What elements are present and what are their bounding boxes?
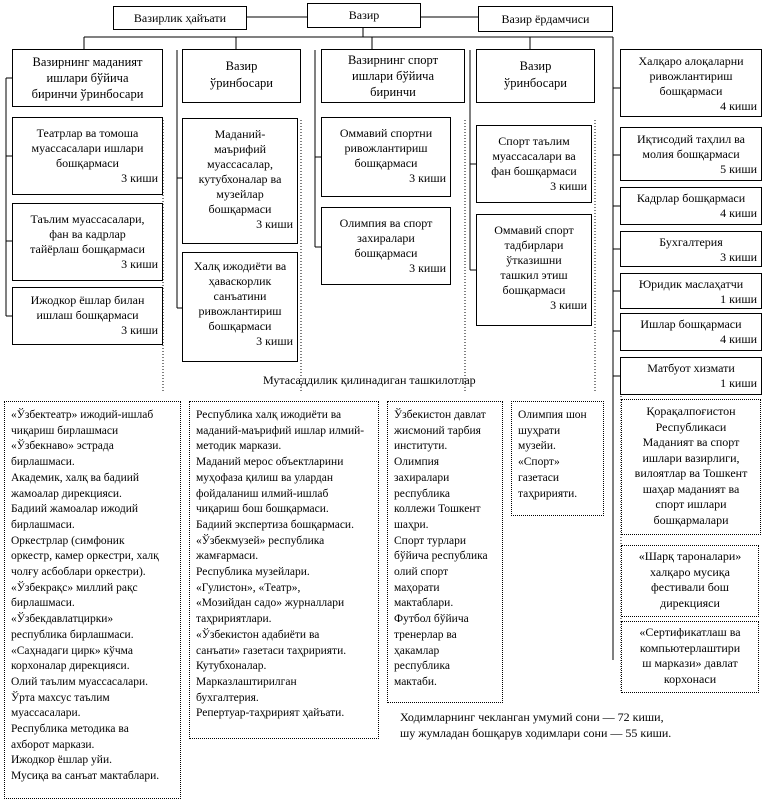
- org-list-line: чиқариш бош бошқармаси.: [196, 503, 329, 516]
- org-list-line: «Ўзбекмузей» республика: [196, 534, 325, 547]
- staff-count: 5 киши: [720, 162, 757, 176]
- dept-legal-box: [620, 273, 762, 309]
- org-list-line: бўйича республика: [394, 550, 488, 563]
- org-list-line: «Ўзбекдавлатцирки»: [11, 613, 114, 626]
- org-list-line: жисмоний тарбия: [394, 424, 481, 437]
- staff-count: 3 киши: [409, 261, 446, 275]
- org-list-line: Ижодкор ёшлар уйи.: [11, 754, 112, 767]
- col1-head-line: Вазирнинг маданият: [32, 55, 143, 69]
- org-list-line: Бадиий жамоалар ижодий: [11, 503, 139, 516]
- col2-head-line: ўринбосари: [210, 76, 273, 90]
- org-list-line: ахборот маркази.: [11, 738, 95, 751]
- dept-line: молия бошқармаси: [642, 147, 740, 161]
- dept-line: Халқаро алоқаларни: [638, 54, 744, 68]
- org-list-line: газетаси: [518, 471, 559, 484]
- org-list-line: муассасалари.: [11, 707, 81, 720]
- dept-line: ташкил этиш: [500, 268, 568, 282]
- org-list-line: бирлашмаси.: [11, 597, 75, 610]
- dept-line: фан бошқармаси: [491, 164, 577, 178]
- org-list-line: «Ўзбекрақс» миллий рақс: [11, 581, 138, 594]
- org-list-line: мактаби.: [394, 675, 437, 688]
- dept-line: маърифий: [213, 142, 267, 156]
- org-list-line: жамоалар дирекцияси.: [11, 487, 122, 500]
- org-list-line: Олий таълим муассасалари.: [11, 675, 148, 688]
- org-list-line: бирлашмаси.: [11, 518, 75, 531]
- minister-assistant-box: Вазир ёрдамчиси: [478, 6, 613, 32]
- dept-affairs-box: [620, 313, 762, 351]
- col3-head-box: [321, 49, 465, 103]
- org-list-line: «Сертификатлаш ва: [639, 625, 741, 639]
- org-list-line: бирлашмаси.: [11, 456, 75, 469]
- dept-international-box: [620, 49, 762, 117]
- staff-count: 3 киши: [409, 171, 446, 185]
- org-list-line: Республика музейлари.: [196, 566, 310, 579]
- dept-line: Оммавий спорт: [494, 223, 574, 237]
- minister-box: Вазир: [307, 3, 421, 28]
- dept-line: Оммавий спортни: [339, 126, 433, 140]
- staff-count: 1 киши: [720, 376, 757, 390]
- org-list-line: Академик, халқ ва бадиий: [11, 471, 140, 484]
- dept-education-box: [12, 203, 163, 281]
- org-list-line: корхоналар дирекцияси.: [11, 660, 130, 673]
- col4-head-line: ўринбосари: [504, 76, 567, 90]
- org-list-line: бухгалтерия.: [196, 691, 259, 704]
- dept-line: ривожлантириш: [198, 304, 282, 318]
- dept-accounting-box: [620, 231, 762, 267]
- org-list-line: корхонаси: [663, 671, 717, 686]
- org-list-line: спорт ишлари: [655, 497, 727, 511]
- orgs-olympic-museum-list: [511, 401, 604, 516]
- dept-mass-sport-box: [321, 117, 451, 197]
- dept-line: Маданий-: [214, 127, 266, 141]
- dept-line: кутубхоналар ва: [198, 172, 282, 186]
- org-list-line: мактаблари.: [394, 597, 454, 610]
- org-list-line: Репертуар-таҳририят ҳайъати.: [196, 707, 345, 720]
- dept-line: бошқармаси: [659, 84, 723, 98]
- dept-line: захиралари: [357, 231, 415, 245]
- org-list-line: олий спорт: [394, 566, 449, 579]
- org-list-line: музейи.: [518, 440, 556, 453]
- certification-center-box: [621, 621, 759, 693]
- org-list-line: «Спорт»: [518, 456, 560, 469]
- orgs-heritage-list: [189, 401, 379, 739]
- dept-line: тайёрлаш бошқармаси: [30, 242, 145, 256]
- col1-head-line: ишлари бўйича: [46, 71, 129, 85]
- subordinate-orgs-label: Мутасаддилик қилинадиган ташкилотлар: [263, 373, 476, 387]
- dept-line: Олимпия ва спорт: [339, 216, 433, 230]
- dept-line: бошқармаси: [502, 283, 566, 297]
- col3-head-line: Вазирнинг спорт: [347, 53, 439, 67]
- org-list-line: шуҳрати: [518, 424, 561, 437]
- staff-total-note: [400, 709, 671, 741]
- org-list-line: институти.: [394, 440, 448, 453]
- dept-line: ривожлантириш: [649, 69, 733, 83]
- dept-mass-events-box: [476, 214, 592, 326]
- org-list-line: халқаро мусиқа: [650, 564, 730, 579]
- dept-line: Матбуот хизмати: [647, 361, 735, 375]
- org-list-line: Бадиий экспертиза бошқармаси.: [196, 518, 354, 531]
- ministry-board-box: Вазирлик ҳайъати: [113, 6, 247, 30]
- staff-count: 3 киши: [256, 334, 293, 348]
- org-list-line: бошқармалари: [653, 512, 729, 527]
- staff-count: 3 киши: [121, 323, 158, 337]
- org-list-line: Олимпия: [394, 456, 440, 469]
- org-list-line: муҳофаза қилиш ва улардан: [196, 471, 334, 484]
- org-list-line: «Ўзбекистон адабиёти ва: [196, 628, 320, 641]
- org-list-line: Республика халқ ижодиёти ва: [196, 409, 342, 421]
- orgs-culture-list: [4, 401, 181, 799]
- org-list-line: «Саҳнадаги цирк» кўчма: [11, 644, 133, 657]
- org-list-line: коллежи Тошкент: [394, 503, 481, 516]
- org-list-line: таҳририяти.: [518, 487, 578, 500]
- org-list-line: Ўзбекистон давлат: [394, 409, 486, 421]
- dept-line: санъатини: [213, 289, 267, 303]
- dept-economics-box: [620, 127, 762, 181]
- dept-line: Спорт таълим: [498, 134, 570, 148]
- staff-count: 3 киши: [550, 298, 587, 312]
- org-list-line: республика: [394, 660, 450, 673]
- dept-line: ҳаваскорлик: [208, 274, 272, 288]
- staff-count: 4 киши: [720, 332, 757, 346]
- dept-line: тадбирлари: [504, 238, 564, 252]
- dept-line: ривожлантириш: [344, 141, 428, 155]
- col3-head-line: ишлари бўйича: [352, 69, 434, 83]
- org-list-line: «Шарқ тароналари»: [638, 549, 742, 563]
- org-list-line: тренерлар ва: [394, 628, 457, 641]
- staff-count: 3 киши: [121, 171, 158, 185]
- org-list-line: методик маркази.: [196, 440, 282, 453]
- org-list-line: вилоятлар ва Тошкент: [634, 466, 748, 480]
- org-list-line: Олимпия шон: [518, 409, 587, 421]
- staff-count: 3 киши: [121, 257, 158, 271]
- dept-line: Ишлар бошқармаси: [640, 317, 742, 331]
- dept-line: Ижодкор ёшлар билан: [30, 293, 145, 307]
- dept-personnel-box: [620, 187, 762, 225]
- dept-line: бошқармаси: [208, 319, 272, 333]
- org-list-line: шаҳри.: [394, 518, 429, 531]
- org-list-line: Қорақалпоғистон: [646, 404, 736, 418]
- col4-head-line: Вазир: [519, 59, 552, 73]
- org-list-line: санъати» газетаси таҳририяти.: [196, 644, 347, 657]
- dept-theatres-box: [12, 117, 163, 195]
- staff-count: 3 киши: [550, 179, 587, 193]
- dept-line: бошқармаси: [56, 156, 119, 170]
- dept-line: фан ва кадрлар: [49, 227, 126, 241]
- dept-line: Бухгалтерия: [659, 235, 723, 249]
- staff-count: 3 киши: [720, 250, 757, 264]
- festival-directorate-box: [621, 545, 759, 617]
- org-list-line: Мусиқа ва санъат мактаблари.: [11, 770, 160, 783]
- dept-olympic-box: [321, 207, 451, 285]
- orgs-sport-education-list: [387, 401, 503, 703]
- staff-total-line: Ходимларнинг чекланган умумий сони — 72 киши,: [400, 710, 664, 724]
- org-list-line: фойдаланиш илмий-ишлаб: [196, 487, 329, 500]
- org-list-line: ш маркази» давлат: [642, 656, 738, 670]
- org-list-line: ҳакамлар: [394, 644, 440, 657]
- dept-line: бошқармаси: [354, 246, 418, 260]
- org-list-line: «Мозийдан садо» журналлари: [196, 597, 345, 610]
- org-list-line: захиралари: [394, 471, 450, 484]
- dept-line: музейлар: [216, 187, 264, 201]
- org-list-line: Кутубхоналар.: [196, 660, 267, 673]
- dept-line: Театрлар ва томоша: [36, 126, 139, 140]
- org-list-line: Марказлаштирилган: [196, 675, 297, 688]
- dept-line: бошқармаси: [354, 156, 418, 170]
- regional-offices-box: [621, 399, 761, 535]
- dept-line: муассасалари ишлари: [31, 141, 144, 155]
- org-list-line: Республикаси: [655, 419, 727, 434]
- org-list-line: маҳорати: [394, 581, 440, 594]
- org-list-line: чолғу асбоблари оркестри).: [11, 566, 146, 579]
- dept-line: Иқтисодий таҳлил ва: [636, 132, 746, 146]
- org-list-line: компьютерлаштири: [639, 640, 741, 655]
- dept-youth-box: [12, 287, 163, 345]
- org-list-line: республика бирлашмаси.: [11, 628, 134, 641]
- org-list-line: «Ўзбекнаво» эстрада: [11, 440, 114, 453]
- dept-line: Таълим муассасалари,: [30, 212, 145, 226]
- org-list-line: оркестр, камер оркестри, халқ: [11, 550, 159, 563]
- col4-head-box: [476, 49, 595, 103]
- staff-count: 3 киши: [256, 217, 293, 231]
- dept-sport-education-box: [476, 125, 592, 203]
- org-list-line: шаҳар маданият ва: [642, 481, 740, 496]
- org-list-line: Спорт турлари: [394, 534, 467, 547]
- col1-head-box: [12, 49, 163, 107]
- org-list-line: ишлари вазирлиги,: [642, 450, 740, 465]
- org-list-line: жамғармаси.: [196, 550, 259, 563]
- org-list-line: «Ўзбектеатр» ижодий-ишлаб: [11, 409, 154, 421]
- dept-line: муассасалар,: [206, 157, 274, 171]
- dept-line: ўтказишни: [506, 253, 562, 267]
- dept-line: Халқ ижодиёти ва: [193, 259, 287, 273]
- col3-head-line: биринчи: [370, 85, 416, 99]
- org-list-line: Маданият ва спорт: [642, 435, 740, 449]
- org-list-line: таҳририятлари.: [196, 613, 272, 626]
- dept-press-box: [620, 357, 762, 395]
- org-list-line: Футбол бўйича: [394, 613, 469, 626]
- org-list-line: Оркестрлар (симфоник: [11, 534, 125, 547]
- org-list-line: дирекцияси: [660, 595, 720, 610]
- org-list-line: Республика методика ва: [11, 723, 129, 736]
- org-list-line: чиқариш бирлашмаси: [11, 424, 119, 437]
- dept-line: ишлаш бошқармаси: [36, 308, 139, 322]
- staff-count: 1 киши: [720, 292, 757, 306]
- col2-head-box: [182, 49, 301, 103]
- org-list-line: «Гулистон», «Театр»,: [196, 581, 301, 594]
- dept-line: Юридик маслаҳатчи: [638, 277, 744, 291]
- org-list-line: Маданий мерос объектларини: [196, 456, 344, 469]
- dept-line: бошқармаси: [208, 202, 272, 216]
- staff-count: 4 киши: [720, 99, 757, 113]
- dept-line: муассасалари ва: [492, 149, 576, 163]
- dept-cultural-box: [182, 118, 298, 244]
- staff-count: 4 киши: [720, 206, 757, 220]
- org-list-line: маданий-маърифий ишлар илмий-: [196, 424, 365, 437]
- org-list-line: Ўрта махсус таълим: [11, 691, 110, 704]
- dept-folk-art-box: [182, 252, 298, 362]
- org-list-line: фестивали бош: [650, 580, 730, 594]
- org-list-line: республика: [394, 487, 450, 500]
- staff-total-line: шу жумладан бошқарув ходимлари сони — 55 киши.: [400, 726, 672, 740]
- col1-head-line: биринчи ўринбосари: [31, 87, 144, 101]
- col2-head-line: Вазир: [225, 59, 258, 73]
- dept-line: Кадрлар бошқармаси: [636, 191, 746, 205]
